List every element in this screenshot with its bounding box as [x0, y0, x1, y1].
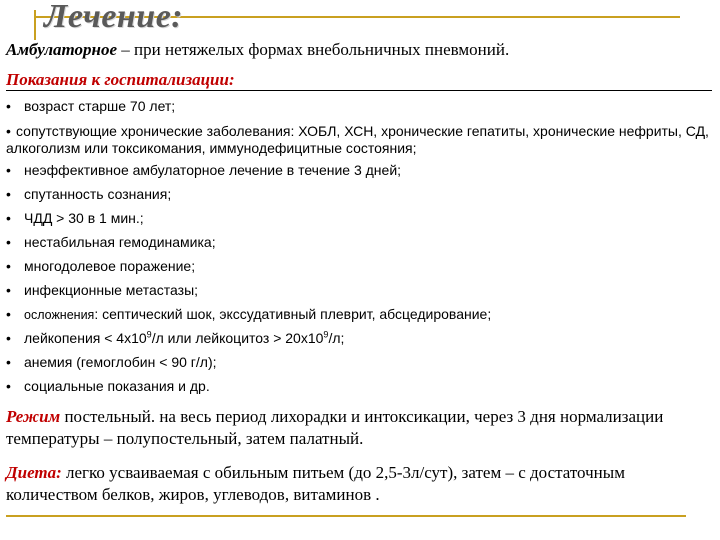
list-item	[6, 378, 210, 395]
list-item	[6, 258, 195, 275]
list-item-text: /л или лейкоцитоз > 20х10	[151, 330, 324, 346]
list-item-text: спутанность сознания;	[24, 186, 172, 202]
list-item-text: ЧДД > 30 в 1 мин.;	[24, 210, 144, 226]
regime-label: Режим	[6, 407, 61, 426]
bullet-icon: •	[6, 258, 11, 274]
list-item-text: сопутствующие хронические заболевания: ХОБЛ, ХСН, хронические гепатиты, хронические нефриты, СД, алкоголизм или токсикомания, иммунодефицитные состояния;	[6, 123, 709, 156]
list-item	[6, 282, 198, 299]
bullet-icon: •	[6, 98, 11, 114]
list-item-text: возраст старше 70 лет;	[24, 98, 176, 114]
intro-text: – при нетяжелых формах внебольничных пневмоний.	[117, 40, 510, 59]
regime-text: постельный. на весь период лихорадки и интоксикации, через 3 дня нормализации температуры – полупостельный, затем палатный.	[6, 407, 664, 448]
bullet-icon: •	[6, 282, 11, 298]
list-item-text: инфекционные метастазы;	[24, 282, 199, 298]
frame-vertical-line	[34, 10, 36, 40]
hospitalization-heading: Показания к госпитализации:	[6, 70, 235, 89]
list-item-text: социальные показания и др.	[24, 378, 210, 394]
list-item-prefix: осложнения	[24, 308, 95, 322]
bullet-icon: •	[6, 330, 11, 346]
bullet-icon: •	[6, 378, 11, 394]
bullet-icon: •	[6, 162, 11, 178]
diet-text: легко усваиваемая с обильным питьем (до 2,5-3л/сут), затем – с достаточным количеством белков, жиров, углеводов, витаминов .	[6, 463, 625, 504]
list-item	[6, 98, 175, 115]
bullet-icon: •	[6, 123, 11, 139]
list-item	[6, 186, 171, 203]
list-item	[6, 234, 216, 251]
bullet-icon: •	[6, 234, 11, 250]
list-item-text: анемия (гемоглобин < 90 г/л);	[24, 354, 217, 370]
regime-paragraph	[6, 406, 712, 450]
heading-underline	[6, 90, 712, 91]
list-item-text: неэффективное амбулаторное лечение в течение 3 дней;	[24, 162, 402, 178]
superscript: 9	[146, 329, 152, 340]
list-item-text: : септический шок, экссудативный плеврит, абсцедирование;	[94, 306, 492, 322]
bullet-icon: •	[6, 306, 11, 322]
list-item-text: многодолевое поражение;	[24, 258, 196, 274]
list-item	[6, 123, 718, 157]
list-item	[6, 162, 401, 179]
list-item-text: /л;	[328, 330, 345, 346]
bullet-icon: •	[6, 354, 11, 370]
page-title: Лечение:	[44, 0, 184, 35]
list-item	[6, 330, 344, 347]
intro-lead: Амбулаторное	[6, 40, 118, 59]
list-item	[6, 354, 217, 371]
list-item	[6, 210, 144, 227]
bullet-icon: •	[6, 210, 11, 226]
intro-line	[6, 40, 509, 60]
list-item-text: нестабильная гемодинамика;	[24, 234, 216, 250]
bullet-icon: •	[6, 186, 11, 202]
superscript: 9	[323, 329, 329, 340]
bottom-rule	[6, 515, 686, 517]
list-item	[6, 306, 491, 324]
diet-label: Диета:	[6, 463, 62, 482]
diet-paragraph	[6, 462, 712, 506]
list-item-text: лейкопения < 4х10	[24, 330, 147, 346]
